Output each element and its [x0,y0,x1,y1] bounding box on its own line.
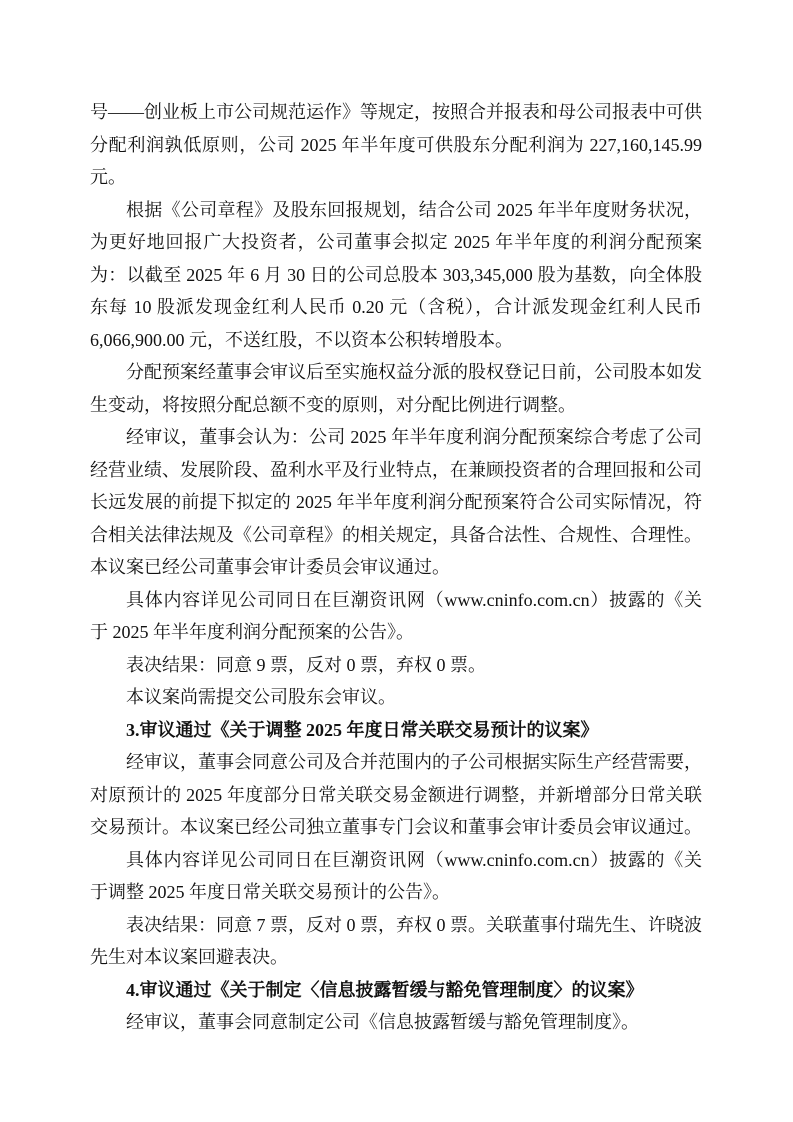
paragraph: 根据《公司章程》及股东回报规划，结合公司 2025 年半年度财务状况，为更好地回报广大投资者，公司董事会拟定 2025 年半年度的利润分配预案为：以截至 2025 年 6 月 30 日的公司总股本 303,345,000 股为基数，向全体股东每 10 股派发现金红利人民币 0.20 元（含税），合计派发现金红利人民币 6,066,900.00 元，不送红股，不以资本公积转增股本。 [90,199,702,350]
paragraph: 具体内容详见公司同日在巨潮资讯网（www.cninfo.com.cn）披露的《关于 2025 年半年度利润分配预案的公告》。 [90,589,702,642]
section-heading: 3.审议通过《关于调整 2025 年度日常关联交易预计的议案》 [126,719,599,740]
paragraph: 经审议，董事会同意制定公司《信息披露暂缓与豁免管理制度》。 [126,1012,639,1032]
paragraph: 号——创业板上市公司规范运作》等规定，按照合并报表和母公司报表中可供分配利润孰低原则，公司 2025 年半年度可供股东分配利润为 227,160,145.99 元。 [90,102,702,187]
paragraph: 经审议，董事会认为：公司 2025 年半年度利润分配预案综合考虑了公司经营业绩、发展阶段、盈利水平及行业特点，在兼顾投资者的合理回报和公司长远发展的前提下拟定的 2025 年半年度利润分配预案符合公司实际情况，符合相关法律法规及《公司章程》的相关规定，具备合法性、合规性、合理性。本议案已经公司董事会审计委员会审议通过。 [90,427,702,577]
paragraph: 具体内容详见公司同日在巨潮资讯网（www.cninfo.com.cn）披露的《关于调整 2025 年度日常关联交易预计的公告》。 [90,849,702,902]
paragraph: 分配预案经董事会审议后至实施权益分派的股权登记日前，公司股本如发生变动，将按照分配总额不变的原则，对分配比例进行调整。 [90,362,702,415]
paragraph: 经审议，董事会同意公司及合并范围内的子公司根据实际生产经营需要，对原预计的 2025 年度部分日常关联交易金额进行调整，并新增部分日常关联交易预计。本议案已经公司独立董事专门会议和董事会审计委员会审议通过。 [90,752,702,837]
paragraph: 表决结果：同意 7 票，反对 0 票，弃权 0 票。关联董事付瑞先生、许晓波先生对本议案回避表决。 [90,914,702,967]
paragraph: 表决结果：同意 9 票，反对 0 票，弃权 0 票。 [126,654,486,675]
paragraph: 本议案尚需提交公司股东会审议。 [126,687,396,707]
section-heading: 4.审议通过《关于制定〈信息披露暂缓与豁免管理制度〉的议案》 [126,979,644,1000]
